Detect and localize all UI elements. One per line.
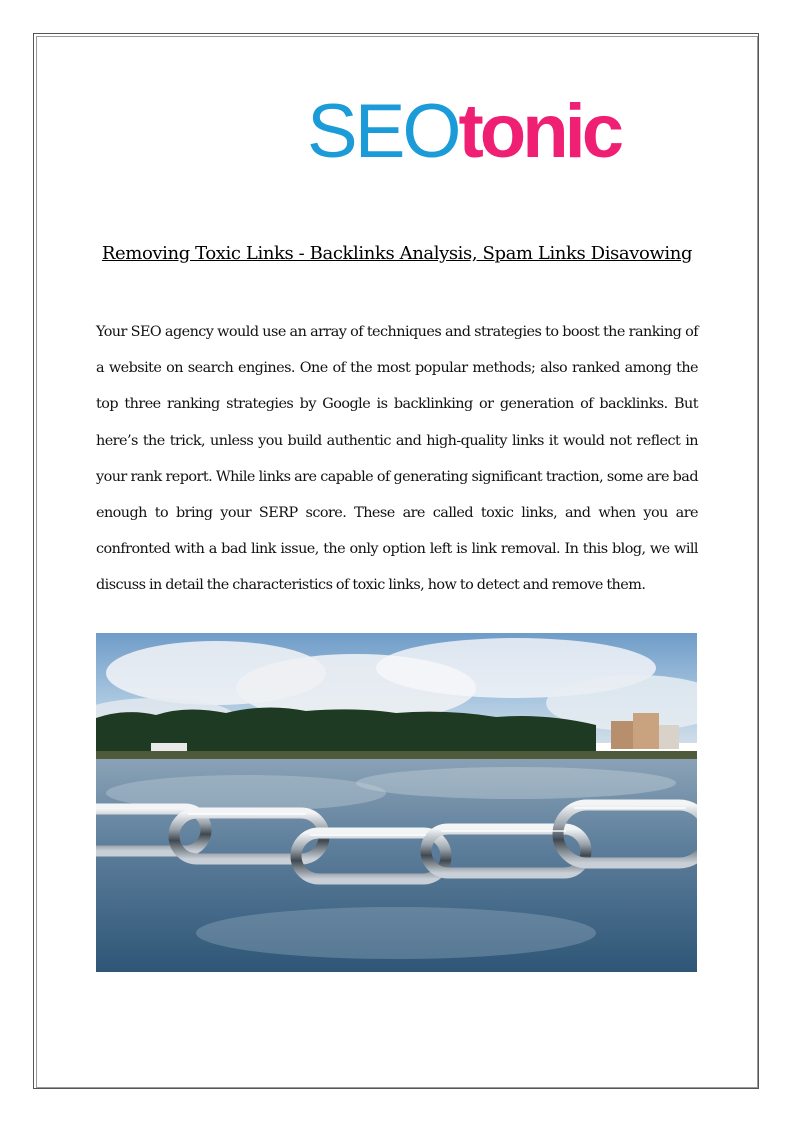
chain-lake-photo xyxy=(96,633,697,972)
logo-tonic-text: tonic xyxy=(458,89,621,174)
article-body: Your SEO agency would use an array of techniques and strategies to boost the ranking of a website on search engines. One of the most popular methods; also ranked among the top three ranking strategies by Google is backlinking or generation of backlinks. But here’s the trick, unless you build authentic and high-quality links it would not reflect in your rank report. While links are capable of generating significant traction, some are bad enough to bring your SERP score. These are called toxic links, and when you are confronted with a bad link issue, the only option left is link removal. In this blog, we will discuss in detail the characteristics of toxic links, how to detect and remove them. xyxy=(96,324,698,594)
chain-lake-illustration xyxy=(96,633,697,972)
seotonic-logo xyxy=(307,82,621,182)
article-title: Removing Toxic Links - Backlinks Analysis, Spam Links Disavowing xyxy=(101,243,693,264)
logo-seo-text: SEO xyxy=(307,89,459,174)
